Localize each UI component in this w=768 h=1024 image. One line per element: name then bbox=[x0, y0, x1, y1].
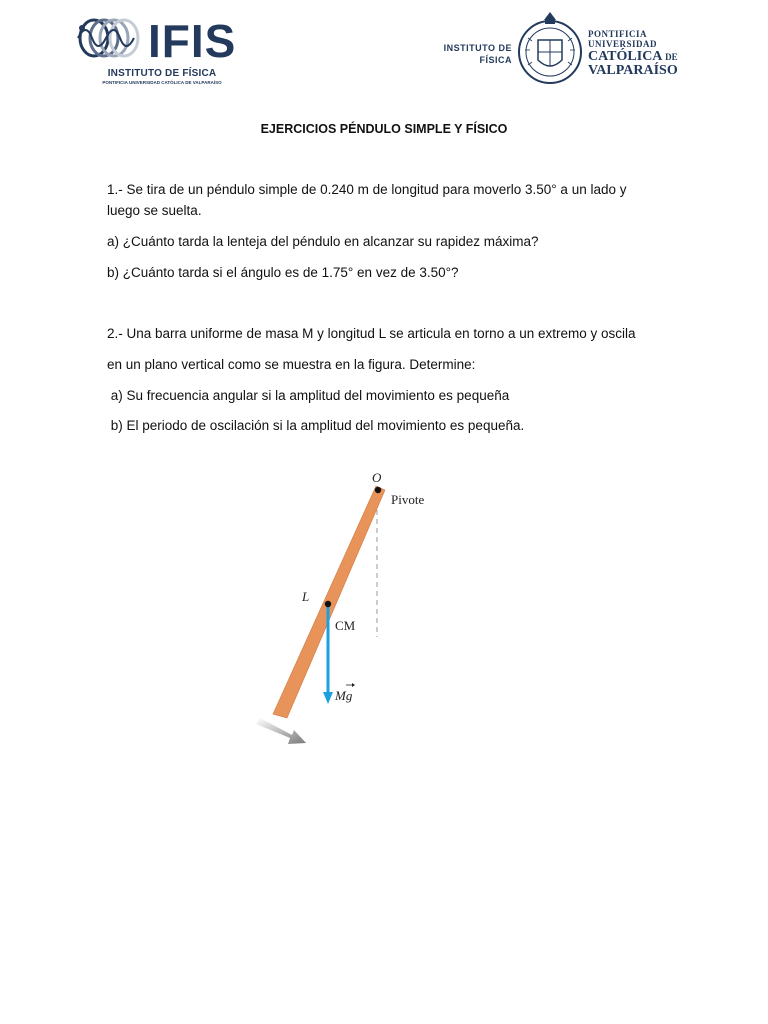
problem1-line1: 1.- Se tira de un péndulo simple de 0.240 m de longitud para moverlo 3.50° a un lado y bbox=[107, 182, 627, 197]
institute-line1: INSTITUTO DE bbox=[443, 43, 512, 53]
ifis-caption: INSTITUTO DE FÍSICA bbox=[107, 68, 217, 79]
pivot-point bbox=[375, 487, 381, 493]
ifis-subcaption: PONTIFICIA UNIVERSIDAD CATÓLICA DE VALPARAÍSO bbox=[102, 80, 222, 85]
university-line3-main: CATÓLICA bbox=[588, 49, 662, 64]
institute-label bbox=[440, 42, 512, 66]
physical-pendulum-figure bbox=[240, 462, 460, 762]
weight-force-arrowhead bbox=[323, 692, 333, 704]
problem2-question-a: a) Su frecuencia angular si la amplitud del movimiento es pequeña bbox=[107, 388, 510, 403]
university-line4: VALPARAÍSO bbox=[588, 63, 678, 78]
problem1-question-b: b) ¿Cuánto tarda si el ángulo es de 1.75° en vez de 3.50°? bbox=[107, 265, 459, 280]
university-line3-suffix: DE bbox=[665, 52, 678, 62]
university-line1: PONTIFICIA bbox=[588, 29, 648, 39]
university-line2: UNIVERSIDAD bbox=[588, 39, 658, 49]
document-title: EJERCICIOS PÉNDULO SIMPLE Y FÍSICO bbox=[260, 122, 508, 136]
motion-arrow bbox=[256, 718, 306, 744]
vector-arrowhead-over-g bbox=[352, 683, 355, 687]
university-line3 bbox=[588, 50, 678, 64]
center-of-mass-point bbox=[325, 601, 331, 607]
problem1-line2: luego se suelta. bbox=[107, 203, 202, 218]
problem2-line1: 2.- Una barra uniforme de masa M y longitud L se articula en torno a un extremo y oscila bbox=[107, 326, 636, 341]
problem1-question-a: a) ¿Cuánto tarda la lenteja del péndulo en alcanzar su rapidez máxima? bbox=[107, 234, 539, 249]
university-name bbox=[588, 30, 678, 78]
label-pivot: Pivote bbox=[391, 492, 425, 507]
problem2-line2: en un plano vertical como se muestra en la figura. Determine: bbox=[107, 357, 476, 372]
problem2-question-b: b) El periodo de oscilación si la amplitud del movimiento es pequeña. bbox=[107, 418, 525, 433]
label-l: L bbox=[302, 589, 310, 604]
label-weight: Mg bbox=[335, 688, 353, 703]
ifis-wordmark: IFIS bbox=[148, 15, 237, 67]
label-o: O bbox=[372, 470, 382, 485]
institute-line2: FÍSICA bbox=[479, 55, 512, 65]
university-seal-icon bbox=[516, 10, 584, 86]
label-cm: CM bbox=[335, 618, 356, 633]
